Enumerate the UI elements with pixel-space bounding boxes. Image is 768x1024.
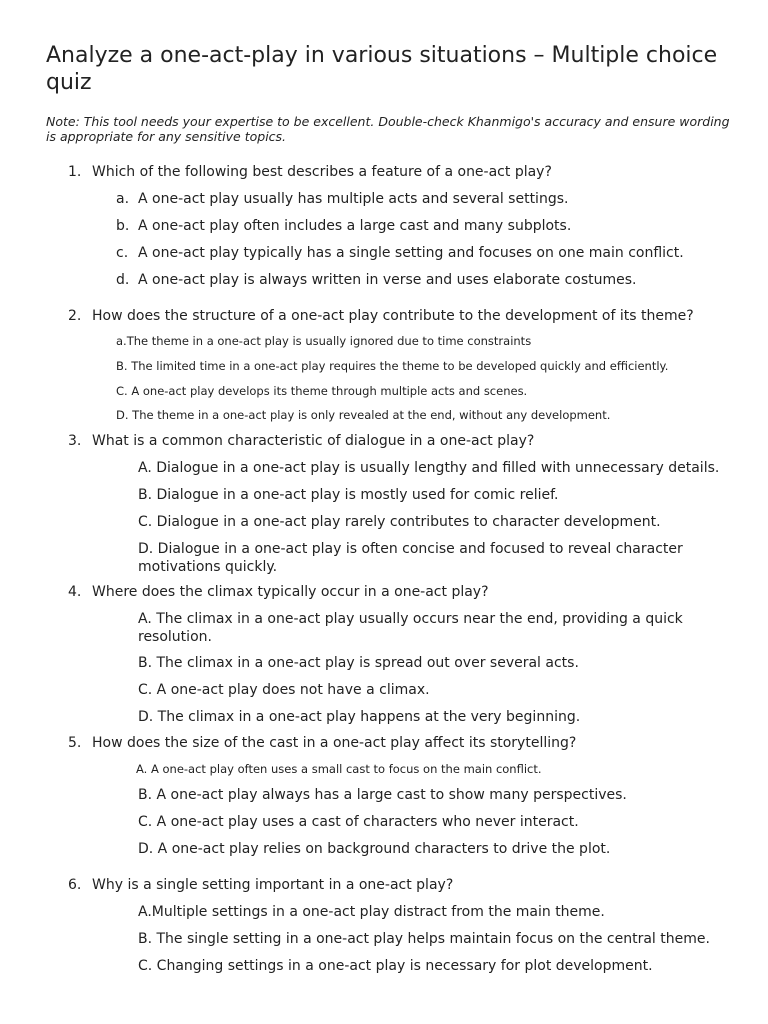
question-text: What is a common characteristic of dialogue in a one-act play? bbox=[92, 433, 535, 449]
question-4-option-c: C. A one-act play does not have a climax. bbox=[138, 682, 430, 698]
question-4 bbox=[68, 583, 728, 601]
question-text: Where does the climax typically occur in a one-act play? bbox=[92, 584, 489, 600]
option-letter: b. bbox=[116, 218, 130, 234]
question-text: Which of the following best describes a feature of a one-act play? bbox=[92, 164, 552, 180]
question-5-option-d: D. A one-act play relies on background characters to drive the plot. bbox=[138, 841, 611, 857]
question-3-option-b: B. Dialogue in a one-act play is mostly used for comic relief. bbox=[138, 487, 559, 503]
question-1-option-c bbox=[116, 244, 716, 262]
option-text: A one-act play often includes a large cast and many subplots. bbox=[138, 218, 572, 234]
question-number: 1. bbox=[68, 164, 82, 180]
question-text: How does the size of the cast in a one-act play affect its storytelling? bbox=[92, 735, 577, 751]
disclaimer-note: Note: This tool needs your expertise to be excellent. Double-check Khanmigo's accuracy and ensure wording is appropriate for any sensitive topics. bbox=[46, 114, 730, 144]
question-number: 4. bbox=[68, 584, 82, 600]
question-text: How does the structure of a one-act play contribute to the development of its theme? bbox=[92, 308, 694, 324]
option-letter: a. bbox=[116, 191, 130, 207]
question-2 bbox=[68, 307, 728, 325]
question-number: 6. bbox=[68, 877, 82, 893]
question-5-option-b: B. A one-act play always has a large cast to show many perspectives. bbox=[138, 787, 627, 803]
option-text: A one-act play is always written in verse and uses elaborate costumes. bbox=[138, 272, 637, 288]
question-1-option-a bbox=[116, 190, 716, 208]
option-letter: d. bbox=[116, 272, 130, 288]
question-2-option-a: a.The theme in a one-act play is usually ignored due to time constraints bbox=[116, 334, 532, 348]
question-number: 5. bbox=[68, 735, 82, 751]
question-4-option-d: D. The climax in a one-act play happens at the very beginning. bbox=[138, 709, 581, 725]
document-title: Analyze a one-act-play in various situations – Multiple choice quiz bbox=[46, 43, 718, 95]
question-5-option-a: A. A one-act play often uses a small cast to focus on the main conflict. bbox=[136, 762, 542, 776]
question-2-option-b: B. The limited time in a one-act play requires the theme to be developed quickly and efficiently. bbox=[116, 359, 669, 373]
question-3-option-d: D. Dialogue in a one-act play is often concise and focused to reveal character motivations quickly. bbox=[138, 541, 683, 575]
option-letter: c. bbox=[116, 245, 129, 261]
question-1 bbox=[68, 163, 728, 181]
question-6-option-c: C. Changing settings in a one-act play is necessary for plot development. bbox=[138, 958, 653, 974]
question-3 bbox=[68, 432, 728, 450]
question-4-option-a: A. The climax in a one-act play usually occurs near the end, providing a quick resolution. bbox=[138, 611, 683, 645]
question-2-option-c: C. A one-act play develops its theme through multiple acts and scenes. bbox=[116, 384, 528, 398]
question-5 bbox=[68, 734, 728, 752]
question-6 bbox=[68, 876, 728, 894]
question-number: 2. bbox=[68, 308, 82, 324]
question-6-option-a: A.Multiple settings in a one-act play distract from the main theme. bbox=[138, 904, 605, 920]
question-3-option-c: C. Dialogue in a one-act play rarely contributes to character development. bbox=[138, 514, 661, 530]
question-text: Why is a single setting important in a one-act play? bbox=[92, 877, 454, 893]
question-3-option-a: A. Dialogue in a one-act play is usually lengthy and filled with unnecessary details. bbox=[138, 460, 720, 476]
question-1-option-d bbox=[116, 271, 716, 289]
option-text: A one-act play usually has multiple acts and several settings. bbox=[138, 191, 569, 207]
question-2-option-d: D. The theme in a one-act play is only revealed at the end, without any development. bbox=[116, 408, 611, 422]
option-text: A one-act play typically has a single setting and focuses on one main conflict. bbox=[138, 245, 684, 261]
question-number: 3. bbox=[68, 433, 82, 449]
question-5-option-c: C. A one-act play uses a cast of characters who never interact. bbox=[138, 814, 579, 830]
question-1-option-b bbox=[116, 217, 716, 235]
question-4-option-b: B. The climax in a one-act play is spread out over several acts. bbox=[138, 655, 579, 671]
question-6-option-b: B. The single setting in a one-act play helps maintain focus on the central theme. bbox=[138, 931, 710, 947]
